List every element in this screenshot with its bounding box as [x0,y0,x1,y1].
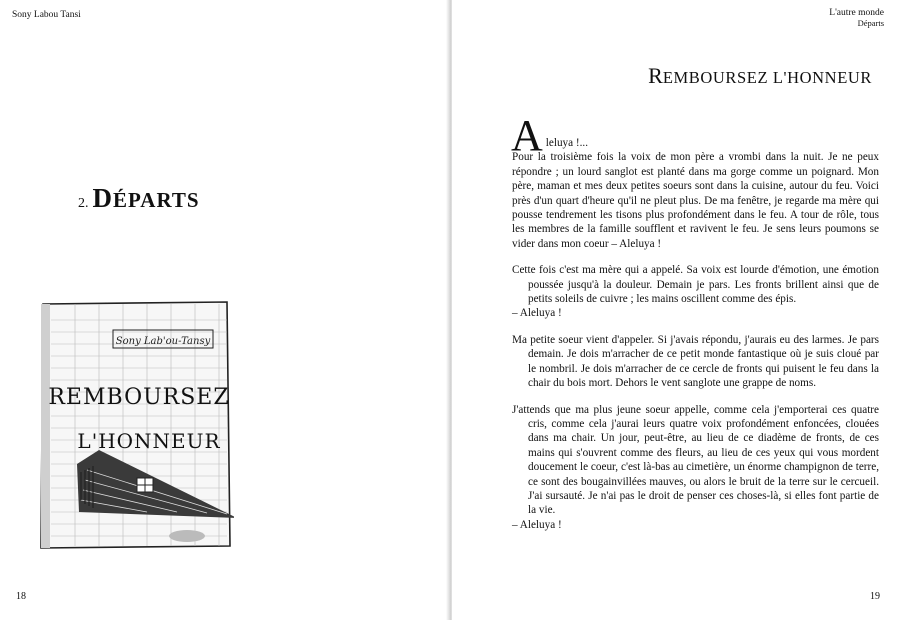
illustration-author: Sony Lab'ou-Tansy [115,336,211,347]
paragraph-3-text: Ma petite soeur vient d'appeler. Si j'avais répondu, j'aurais eu des larmes. Je pars demain. Je dois m'arracher de ce petit monde fantastique où je suis cloué par le nombril. Je dois m'arracher de ce cercle de fronts qui puisent le feu dans la chair du bois mort. Dehors le vent sanglote une grappe de noms. [512,333,879,390]
paragraph-1 [511,111,879,251]
drop-cap: A [511,111,543,160]
chapter-title-initial: D [92,183,113,213]
page-number-right: 19 [870,591,880,602]
paragraph-1-text: Pour la troisième fois la voix de mon père a vrombi dans la nuit. Je ne peux répondre ; un lourd sanglot est planté dans ma gorge comme un poignard. Mon père, maman et mes deux petites soeurs sont dans la cuisine, autour du feu. Voici près d'un quart d'heure qu'il ne pleut plus. De ma fenêtre, je regarde ma mère qui pousse tendrement les tisons plus profondément dans le feu. A tour de rôle, tous les membres de la famille soufflent et ravivent le feu. Je sens leurs poumons se vider dans mon coeur – Aleluya ! [512,151,879,250]
paragraph-2-closing: – Aleluya ! [512,307,562,320]
chapter-heading [78,183,200,214]
left-page [0,0,448,620]
paragraph-2 [512,263,879,321]
paragraph-3 [512,333,879,391]
paragraph-2-text: Cette fois c'est ma mère qui a appelé. Sa voix est lourde d'émotion, une émotion poussée jusqu'à la douleur. Demain je pars. Les fronts brillent ainsi que de petits soleils de cuivre ; les mains oscillent comme des épis. [512,264,879,306]
body-text [511,111,879,544]
running-head-author: Sony Labou Tansi [12,10,81,20]
notebook-cover-illustration [37,300,234,550]
section-title-rest: EMBOURSEZ L'HONNEUR [662,68,872,87]
paragraph-1-first-line: leluya !... [545,137,589,149]
paragraph-4-text: J'attends que ma plus jeune soeur appelle, comme cela j'emporterai ces quatre cris, comme cela j'aurai leurs quatre voix profondément enfoncées, clouées dans ma chair. Un jour, peut-être, au lieu de ce diadème de fronts, de ces mains qui s'ouvrent comme des fleurs, au lieu de ces yeux qui vous mordent doucement le coeur, c'est là-bas au cimetière, un énorme champignon de terre, ce sont des bougainvillées mauves, ou alors le bruit de la terre sur le cercueil. J'ai sursauté. Je n'ai pas le droit de penser ces choses-là, si elles font partie de la vie. [512,403,879,517]
illustration-title-line-1: REMBOURSEZ [48,385,230,410]
paragraph-4-closing: – Aleluya ! [512,518,562,531]
running-head-right [829,8,884,28]
section-title-initial: R [648,63,663,88]
paragraph-4 [512,403,879,533]
page-number-left: 18 [16,591,26,602]
running-head-section: Départs [857,18,884,28]
section-title [562,63,872,89]
running-head-title: L'autre monde [829,8,884,18]
chapter-title-rest: ÉPARTS [113,188,200,212]
chapter-number: 2. [78,196,89,211]
right-page [452,0,900,620]
illustration-title-line-2: L'HONNEUR [77,429,221,453]
